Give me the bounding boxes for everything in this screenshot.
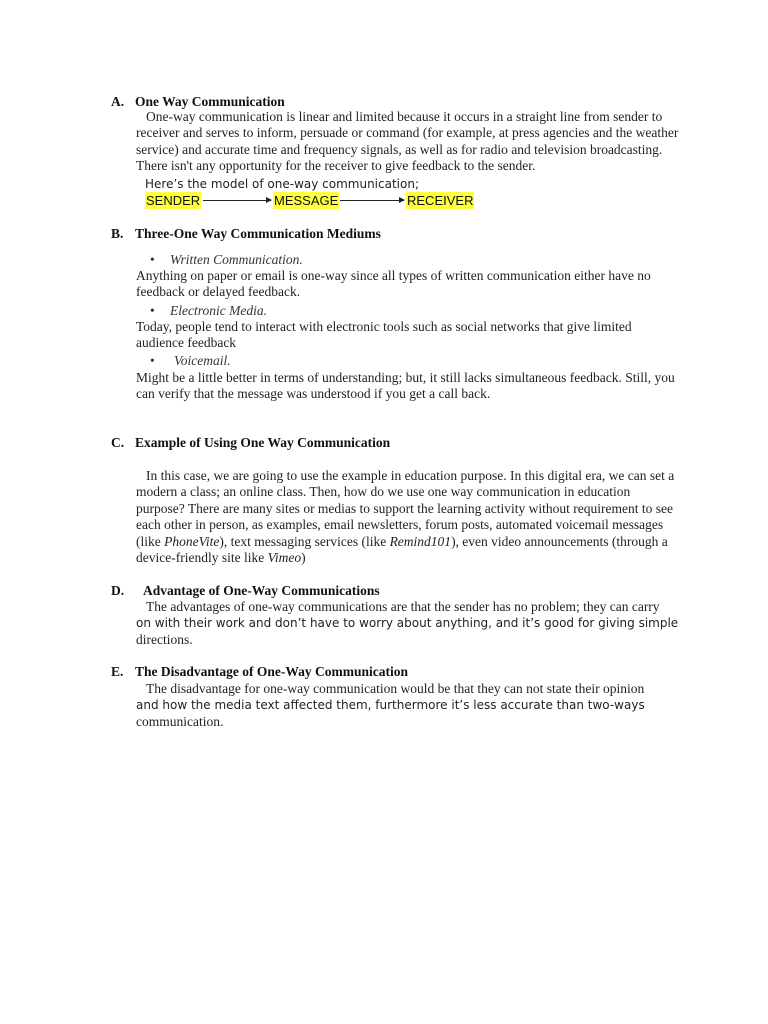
list-item-description: Today, people tend to interact with electronic tools such as social networks that give limited audience feedback (136, 319, 632, 351)
section-d-line: on with their work and don’t have to worry about anything, and it’s good for giving simple (136, 616, 679, 630)
arrow-right-icon (340, 200, 404, 201)
section-c-title: Example of Using One Way Communication (135, 435, 391, 450)
section-e-line: and how the media text affected them, furthermore it’s less accurate than two-ways (136, 698, 645, 712)
section-c-heading (111, 435, 390, 451)
section-e-line: The disadvantage for one-way communication would be that they can not state their opinion (146, 681, 645, 696)
example-phonevite: PhoneVite (164, 533, 220, 549)
section-d-line: directions. (136, 632, 193, 647)
list-item-description: Might be a little better in terms of understanding; but, it still lacks simultaneous feedback. Still, you can verify that the message was understood if you get a call back. (136, 370, 675, 402)
list-item (152, 353, 231, 369)
example-vimeo: Vimeo (267, 550, 302, 566)
section-a-letter: A. (111, 94, 125, 109)
model-intro: Here’s the model of one-way communication; (145, 177, 419, 191)
example-remind101: Remind101 (389, 533, 452, 549)
section-a-heading (111, 94, 285, 110)
list-item (152, 303, 267, 319)
model-sender: SENDER (146, 193, 201, 208)
section-c-paragraph (136, 468, 681, 566)
section-a-paragraph (136, 109, 681, 175)
list-item-description: Anything on paper or email is one-way since all types of written communication either have no feedback or delayed feedback. (136, 268, 651, 300)
section-c-text: ), even video announcements (through a device-friendly site like (136, 533, 668, 566)
list-item-label: Electronic Media. (170, 303, 267, 318)
section-d-heading (111, 583, 380, 599)
section-e-letter: E. (111, 664, 124, 679)
section-e-heading (111, 664, 408, 680)
list-item-label: Written Communication. (170, 252, 303, 267)
section-d-line: The advantages of one-way communications are that the sender has no problem; they can carry (146, 599, 660, 614)
section-c-letter: C. (111, 435, 125, 450)
bullet-icon: • (150, 353, 155, 368)
section-b-letter: B. (111, 226, 124, 241)
section-c-text: In this case, we are going to use the example in education purpose. In this digital era, we can set a modern a class; an online class. Then, how do we use one way communication in education purpose? There are many sites or medias to support the learning activity without requirement to see each other in person, as examples, email newsletters, forum posts, automated voicemail messages (like (136, 468, 675, 549)
section-e-line: communication. (136, 714, 224, 729)
list-item (152, 252, 303, 268)
bullet-icon: • (150, 252, 155, 267)
section-b-title: Three-One Way Communication Mediums (135, 226, 381, 241)
list-item-label: Voicemail. (174, 353, 231, 368)
section-b-heading (111, 226, 381, 242)
section-a-title: One Way Communication (135, 94, 285, 109)
model-message: MESSAGE (274, 193, 339, 208)
section-c-text: ) (301, 550, 306, 566)
arrow-right-icon (203, 200, 271, 201)
bullet-icon: • (150, 303, 155, 318)
model-receiver: RECEIVER (407, 193, 474, 208)
section-a-text: One-way communication is linear and limited because it occurs in a straight line from sender to receiver and serves to inform, persuade or command (for example, at press agencies and the weather service) and accurate time and frequency signals, as well as for radio and television broadcasting. There isn't any opportunity for the receiver to give feedback to the sender. (136, 109, 679, 174)
section-c-text: ), text messaging services (like (219, 533, 390, 549)
section-d-title: Advantage of One-Way Communications (143, 583, 380, 598)
section-d-letter: D. (111, 583, 125, 598)
section-e-title: The Disadvantage of One-Way Communication (135, 664, 409, 679)
